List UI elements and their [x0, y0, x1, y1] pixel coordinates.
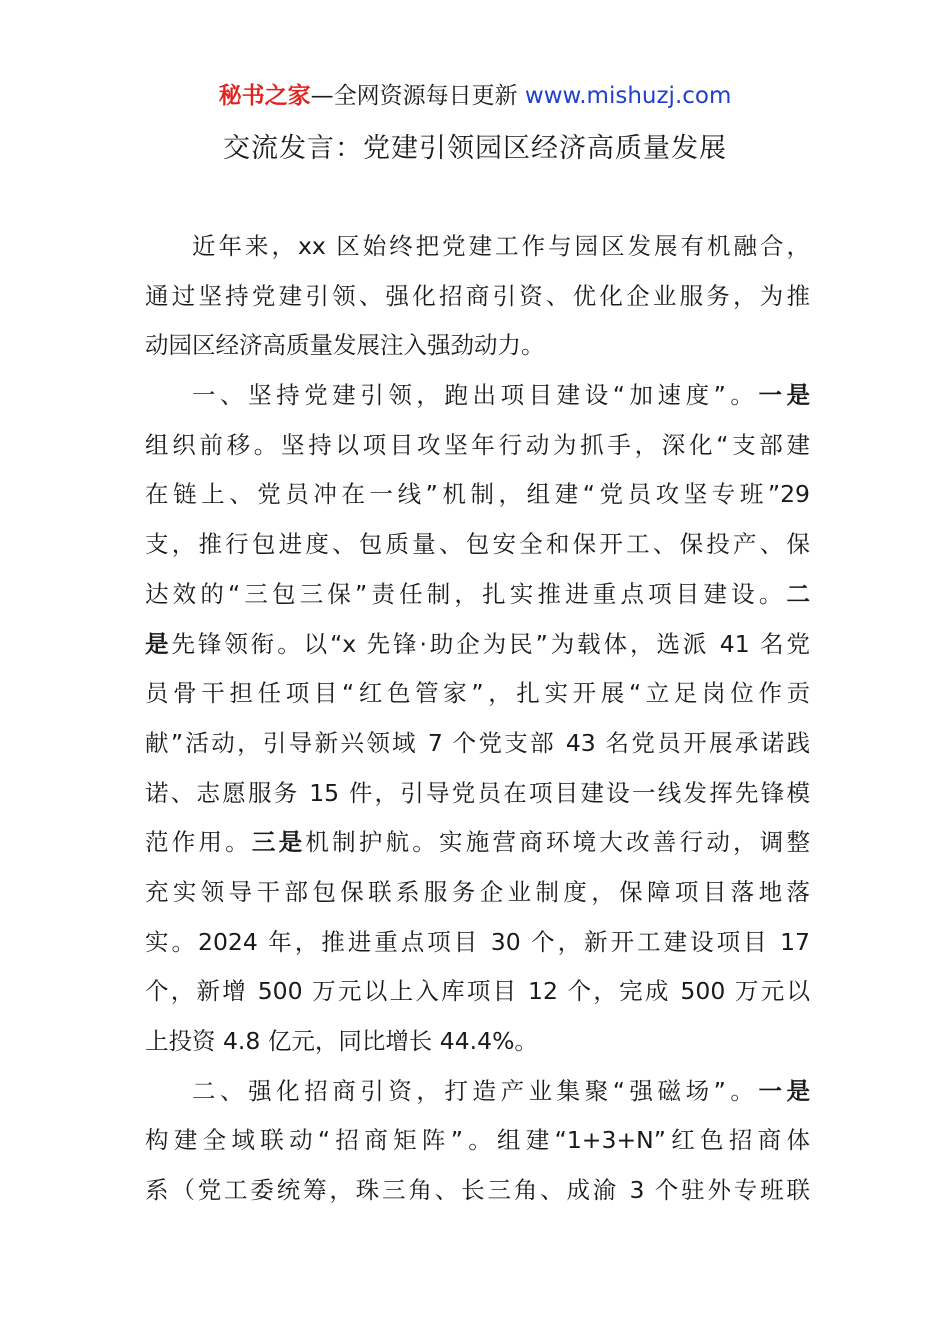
text-line: 一、坚持党建引领，跑出项目建设“加速度”。一是 — [192, 381, 810, 410]
text-line: 充实领导干部包保联系服务企业制度，保障项目落地落 — [145, 877, 810, 906]
text-line: 组织前移。坚持以项目攻坚年行动为抓手，深化“支部建 — [145, 430, 810, 459]
site-url-link[interactable]: www.mishuzj.com — [524, 83, 732, 109]
text-line: 是先锋领衔。以“x 先锋·助企为民”为载体，选派 41 名党 — [145, 629, 811, 658]
site-header — [0, 80, 950, 112]
text-line: 二、强化招商引资，打造产业集聚“强磁场”。一是 — [192, 1076, 810, 1105]
text-line: 范作用。三是机制护航。实施营商环境大改善行动，调整 — [145, 828, 811, 857]
text-line: 在链上、党员冲在一线”机制，组建“党员攻坚专班”29 — [145, 480, 810, 509]
text-line: 动园区经济高质量发展注入强劲动力。 — [145, 331, 545, 360]
site-tagline: —全网资源每日更新 — [310, 83, 518, 109]
text-line: 诺、志愿服务 15 件，引导党员在项目建设一线发挥先锋模 — [145, 778, 810, 807]
text-line: 献”活动，引导新兴领域 7 个党支部 43 名党员开展承诺践 — [145, 728, 810, 757]
text-line: 近年来，xx 区始终把党建工作与园区发展有机融合， — [192, 232, 810, 260]
text-line: 员骨干担任项目“红色管家”，扎实开展“立足岗位作贡 — [145, 679, 810, 708]
site-brand: 秘书之家 — [218, 83, 311, 109]
text-line: 构建全域联动“招商矩阵”。组建“1+3+N”红色招商体 — [145, 1126, 810, 1155]
text-line: 系（党工委统筹，珠三角、长三角、成渝 3 个驻外专班联 — [145, 1176, 810, 1205]
document-title: 交流发言：党建引领园区经济高质量发展 — [223, 133, 727, 164]
text-line: 达效的“三包三保”责任制，扎实推进重点项目建设。二 — [145, 579, 810, 608]
text-line: 通过坚持党建引领、强化招商引资、优化企业服务，为推 — [145, 281, 810, 310]
text-line: 支，推行包进度、包质量、包安全和保开工、保投产、保 — [145, 530, 810, 559]
text-line: 实。2024 年，推进重点项目 30 个，新开工建设项目 17 — [145, 927, 810, 956]
text-line: 个，新增 500 万元以上入库项目 12 个，完成 500 万元以 — [145, 977, 810, 1006]
document-body — [145, 222, 810, 1216]
text-line: 上投资 4.8 亿元，同比增长 44.4%。 — [145, 1027, 538, 1055]
